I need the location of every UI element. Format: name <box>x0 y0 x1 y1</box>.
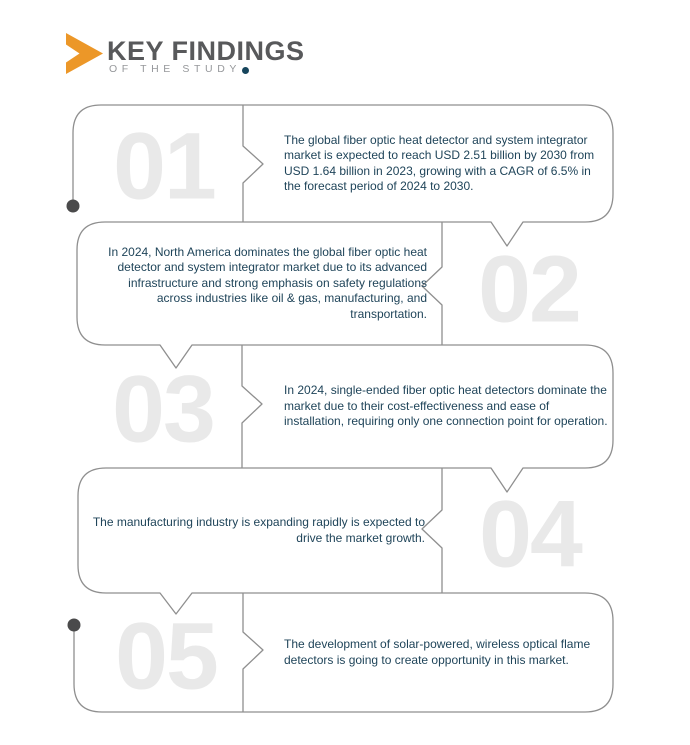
orange-chevron-icon <box>66 33 104 74</box>
finding-text-5 <box>284 595 614 710</box>
finding-number-05: 05 <box>115 603 217 710</box>
finding-number-02: 02 <box>478 236 580 343</box>
finding-number-04: 04 <box>479 481 581 588</box>
finding-text-5-label: The development of solar-powered, wireless optical flame detectors is going to create opportunity in this market. <box>284 637 591 667</box>
finding-text-1 <box>284 107 610 220</box>
finding-text-2 <box>95 224 427 343</box>
finding-number-03: 03 <box>112 356 214 463</box>
endpoint-dot-top <box>67 200 80 213</box>
finding-text-4-label: The manufacturing industry is expanding rapidly is expected to drive the market growth. <box>92 515 425 545</box>
divider-arrow-3 <box>242 345 262 468</box>
finding-text-4 <box>80 470 425 591</box>
divider-arrow-1 <box>243 105 263 222</box>
finding-text-1-label: The global fiber optic heat detector and system integrator market is expected to reach USD 2.51 billion by 2030 from USD 1.64 billion in 2023, growing with a CAGR of 6.5% in the forecast period of 2024 to 2030. <box>284 132 595 193</box>
divider-arrow-4 <box>422 468 442 593</box>
divider-arrow-5 <box>243 593 263 712</box>
logo-dot-icon <box>242 67 249 74</box>
finding-text-3-label: In 2024, single-ended fiber optic heat detectors dominate the market due to their cost-effectiveness and ease of installation, requiring only one connection point for operation. <box>284 383 608 429</box>
finding-number-01: 01 <box>113 113 215 220</box>
page-title: KEY FINDINGS <box>107 36 305 66</box>
page-subtitle-label: OF THE STUDY <box>109 63 242 75</box>
finding-text-2-label: In 2024, North America dominates the global fiber optic heat detector and system integrator market due to its advanced infrastructure and strong emphasis on safety regulations across industries like oil & gas, manufacturing, and transportation. <box>108 244 427 321</box>
finding-text-3 <box>284 347 608 466</box>
endpoint-dot-bottom <box>68 619 81 632</box>
page-subtitle <box>109 63 249 75</box>
